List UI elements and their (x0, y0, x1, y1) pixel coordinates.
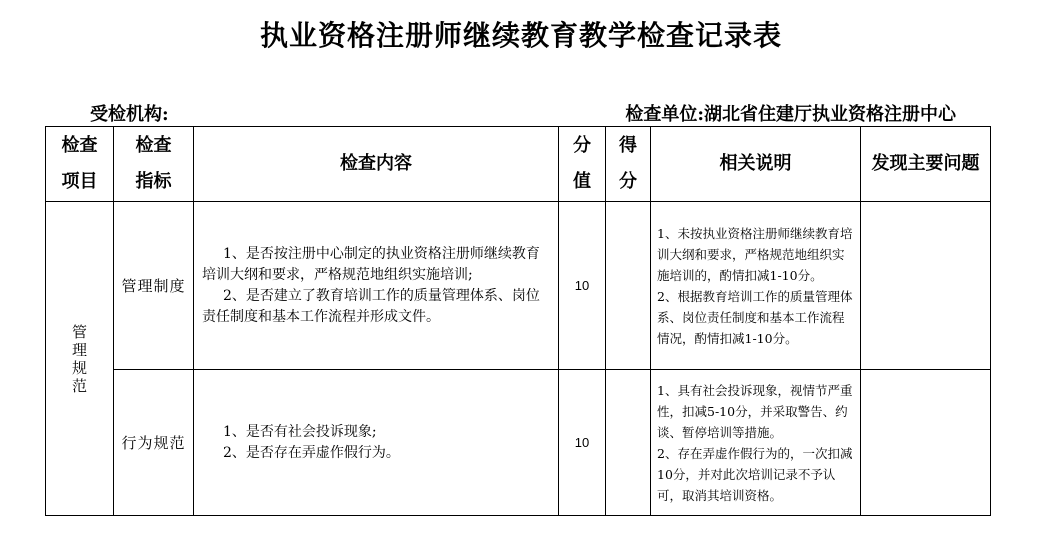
inspected-org-label: 受检机构: (90, 104, 169, 125)
issues-cell[interactable] (861, 202, 991, 370)
score-cell: 10 (559, 370, 606, 516)
issues-cell[interactable] (861, 370, 991, 516)
note-item: 1、未按执业资格注册师继续教育培训大纲和要求，严格规范地组织实施培训的，酌情扣减1-10分。 (657, 225, 853, 283)
header-row (46, 127, 991, 202)
content-item: 1、是否按注册中心制定的执业资格注册师继续教育培训大纲和要求，严格规范地组织实施培训; (202, 245, 540, 283)
content-item: 2、是否存在弄虚作假行为。 (223, 444, 400, 461)
got-score-cell[interactable] (606, 202, 651, 370)
got-score-cell[interactable] (606, 370, 651, 516)
inspection-record-table (45, 126, 991, 516)
header-score: 分 值 (559, 127, 606, 202)
header-content: 检查内容 (194, 127, 559, 202)
note-item: 2、根据教育培训工作的质量管理体系、岗位责任制度和基本工作流程情况，酌情扣减1-10分。 (657, 288, 853, 346)
page-title: 执业资格注册师继续教育教学检查记录表 (259, 19, 782, 52)
indicator-cell: 行为规范 (114, 370, 194, 516)
notes-cell (651, 370, 861, 516)
content-item: 2、是否建立了教育培训工作的质量管理体系、岗位责任制度和基本工作流程并形成文件。 (202, 287, 540, 325)
header-item: 检查 项目 (46, 127, 114, 202)
content-cell (194, 202, 559, 370)
header-issues: 发现主要问题 (861, 127, 991, 202)
table-row (46, 370, 991, 516)
score-cell: 10 (559, 202, 606, 370)
category-label: 管理规范 (71, 322, 87, 395)
header-notes: 相关说明 (651, 127, 861, 202)
content-cell (194, 370, 559, 516)
notes-cell (651, 202, 861, 370)
category-cell (46, 202, 114, 516)
note-item: 1、具有社会投诉现象，视情节严重性，扣减5-10分，并采取警告、约谈、暂停培训等措施。 (657, 382, 853, 440)
header-got-score: 得 分 (606, 127, 651, 202)
header-indicator: 检查 指标 (114, 127, 194, 202)
inspecting-unit-value: 湖北省住建厅执业资格注册中心 (704, 104, 956, 125)
indicator-cell: 管理制度 (114, 202, 194, 370)
inspecting-unit-label: 检查单位: (625, 104, 704, 125)
table-row (46, 202, 991, 370)
content-item: 1、是否有社会投诉现象; (223, 423, 377, 440)
inspecting-unit (625, 100, 956, 126)
note-item: 2、存在弄虚作假行为的，一次扣减10分，并对此次培训记录不予认可，取消其培训资格。 (657, 445, 853, 503)
